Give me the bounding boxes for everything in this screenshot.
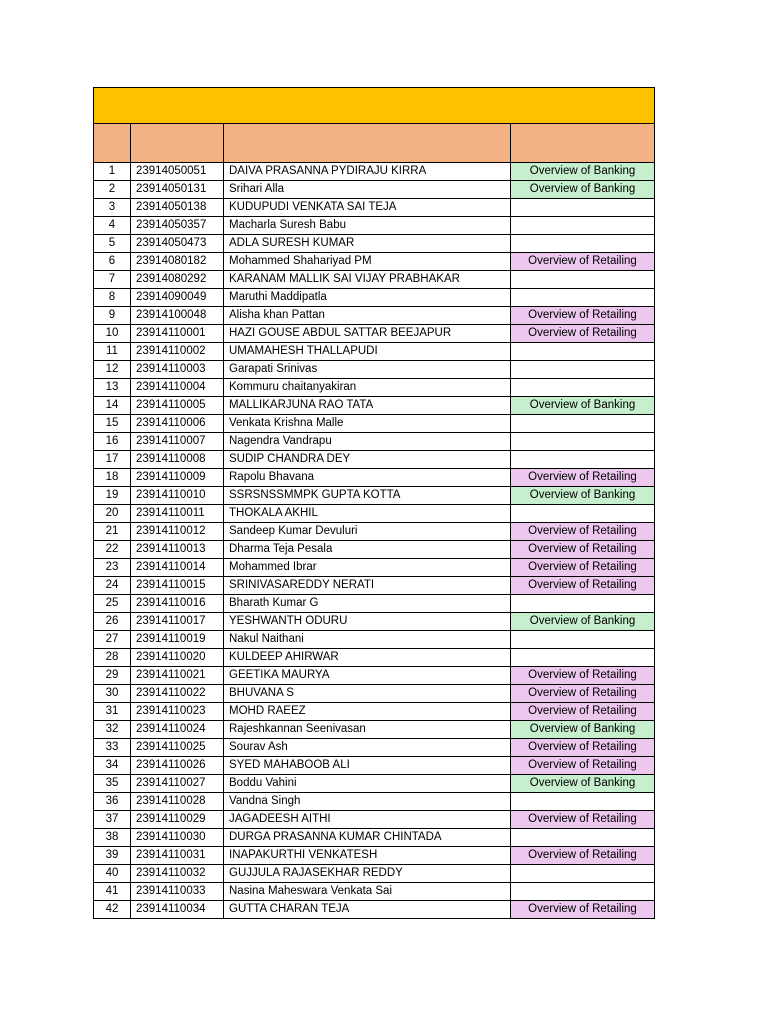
table-row bbox=[94, 361, 655, 379]
table-row bbox=[94, 343, 655, 361]
table-row bbox=[94, 739, 655, 757]
student-name-cell: DURGA PRASANNA KUMAR CHINTADA bbox=[224, 829, 511, 847]
table-row bbox=[94, 541, 655, 559]
student-name-cell: DAIVA PRASANNA PYDIRAJU KIRRA bbox=[224, 163, 511, 181]
serial-number-cell: 31 bbox=[94, 703, 131, 721]
roll-number-cell: 23914110023 bbox=[131, 703, 224, 721]
table-row bbox=[94, 253, 655, 271]
course-cell bbox=[511, 451, 655, 469]
student-name-cell: Garapati Srinivas bbox=[224, 361, 511, 379]
course-cell: Overview of Retailing bbox=[511, 253, 655, 271]
serial-number-cell: 29 bbox=[94, 667, 131, 685]
serial-number-cell: 30 bbox=[94, 685, 131, 703]
student-name-cell: KULDEEP AHIRWAR bbox=[224, 649, 511, 667]
student-name-cell: THOKALA AKHIL bbox=[224, 505, 511, 523]
roll-number-cell: 23914110017 bbox=[131, 613, 224, 631]
course-cell bbox=[511, 829, 655, 847]
roll-number-cell: 23914080182 bbox=[131, 253, 224, 271]
serial-number-cell: 7 bbox=[94, 271, 131, 289]
student-name-cell: JAGADEESH AITHI bbox=[224, 811, 511, 829]
roll-number-cell: 23914110024 bbox=[131, 721, 224, 739]
serial-number-cell: 39 bbox=[94, 847, 131, 865]
table-row bbox=[94, 523, 655, 541]
course-cell: Overview of Banking bbox=[511, 181, 655, 199]
roll-number-cell: 23914110014 bbox=[131, 559, 224, 577]
course-cell bbox=[511, 361, 655, 379]
student-name-cell: Nasina Maheswara Venkata Sai bbox=[224, 883, 511, 901]
course-cell: Overview of Retailing bbox=[511, 325, 655, 343]
course-cell: Overview of Retailing bbox=[511, 559, 655, 577]
serial-number-cell: 25 bbox=[94, 595, 131, 613]
table-row bbox=[94, 829, 655, 847]
table-row bbox=[94, 271, 655, 289]
table-row bbox=[94, 325, 655, 343]
table-row bbox=[94, 397, 655, 415]
roll-number-cell: 23914110034 bbox=[131, 901, 224, 919]
title-row bbox=[94, 88, 655, 124]
serial-number-cell: 23 bbox=[94, 559, 131, 577]
roll-number-cell: 23914110006 bbox=[131, 415, 224, 433]
table-row bbox=[94, 847, 655, 865]
table-row bbox=[94, 451, 655, 469]
serial-number-cell: 42 bbox=[94, 901, 131, 919]
student-name-cell: BHUVANA S bbox=[224, 685, 511, 703]
roll-number-cell: 23914100048 bbox=[131, 307, 224, 325]
student-name-cell: GEETIKA MAURYA bbox=[224, 667, 511, 685]
serial-number-cell: 11 bbox=[94, 343, 131, 361]
student-name-cell: Rapolu Bhavana bbox=[224, 469, 511, 487]
table-row bbox=[94, 631, 655, 649]
student-name-cell: Sandeep Kumar Devuluri bbox=[224, 523, 511, 541]
course-cell: Overview of Retailing bbox=[511, 703, 655, 721]
course-cell: Overview of Retailing bbox=[511, 667, 655, 685]
course-cell bbox=[511, 217, 655, 235]
serial-number-cell: 18 bbox=[94, 469, 131, 487]
student-course-table bbox=[93, 87, 655, 919]
serial-number-cell: 40 bbox=[94, 865, 131, 883]
serial-number-cell: 41 bbox=[94, 883, 131, 901]
student-name-cell: MALLIKARJUNA RAO TATA bbox=[224, 397, 511, 415]
roll-number-cell: 23914090049 bbox=[131, 289, 224, 307]
course-cell bbox=[511, 289, 655, 307]
course-cell: Overview of Retailing bbox=[511, 577, 655, 595]
course-cell: Overview of Banking bbox=[511, 721, 655, 739]
course-cell bbox=[511, 343, 655, 361]
roll-number-cell: 23914110005 bbox=[131, 397, 224, 415]
roll-number-cell: 23914110009 bbox=[131, 469, 224, 487]
roll-number-cell: 23914050051 bbox=[131, 163, 224, 181]
serial-number-cell: 8 bbox=[94, 289, 131, 307]
table-row bbox=[94, 505, 655, 523]
table-row bbox=[94, 379, 655, 397]
table-row bbox=[94, 577, 655, 595]
student-name-cell: Nagendra Vandrapu bbox=[224, 433, 511, 451]
table-row bbox=[94, 559, 655, 577]
header-student-name bbox=[224, 124, 511, 163]
roll-number-cell: 23914050357 bbox=[131, 217, 224, 235]
course-cell bbox=[511, 379, 655, 397]
course-cell bbox=[511, 199, 655, 217]
student-name-cell: Mohammed Shahariyad PM bbox=[224, 253, 511, 271]
serial-number-cell: 36 bbox=[94, 793, 131, 811]
serial-number-cell: 15 bbox=[94, 415, 131, 433]
course-cell bbox=[511, 883, 655, 901]
roll-number-cell: 23914110026 bbox=[131, 757, 224, 775]
roll-number-cell: 23914110016 bbox=[131, 595, 224, 613]
header-sno bbox=[94, 124, 131, 163]
roll-number-cell: 23914110008 bbox=[131, 451, 224, 469]
roll-number-cell: 23914110025 bbox=[131, 739, 224, 757]
course-cell: Overview of Retailing bbox=[511, 757, 655, 775]
student-name-cell: Vandna Singh bbox=[224, 793, 511, 811]
table-row bbox=[94, 217, 655, 235]
course-cell: Overview of Retailing bbox=[511, 901, 655, 919]
table-row bbox=[94, 685, 655, 703]
roll-number-cell: 23914110007 bbox=[131, 433, 224, 451]
course-cell bbox=[511, 415, 655, 433]
table-row bbox=[94, 199, 655, 217]
student-name-cell: KUDUPUDI VENKATA SAI TEJA bbox=[224, 199, 511, 217]
table-row bbox=[94, 793, 655, 811]
serial-number-cell: 16 bbox=[94, 433, 131, 451]
table-row bbox=[94, 649, 655, 667]
roll-number-cell: 23914110004 bbox=[131, 379, 224, 397]
roll-number-cell: 23914050138 bbox=[131, 199, 224, 217]
student-name-cell: KARANAM MALLIK SAI VIJAY PRABHAKAR bbox=[224, 271, 511, 289]
roll-number-cell: 23914110015 bbox=[131, 577, 224, 595]
course-cell: Overview of Banking bbox=[511, 163, 655, 181]
table-row bbox=[94, 433, 655, 451]
roll-number-cell: 23914110021 bbox=[131, 667, 224, 685]
table-row bbox=[94, 721, 655, 739]
course-cell bbox=[511, 631, 655, 649]
roll-number-cell: 23914110028 bbox=[131, 793, 224, 811]
table-row bbox=[94, 865, 655, 883]
table-row bbox=[94, 487, 655, 505]
table-row bbox=[94, 883, 655, 901]
serial-number-cell: 3 bbox=[94, 199, 131, 217]
serial-number-cell: 9 bbox=[94, 307, 131, 325]
course-cell bbox=[511, 595, 655, 613]
roll-number-cell: 23914110020 bbox=[131, 649, 224, 667]
table-row bbox=[94, 775, 655, 793]
table-row bbox=[94, 667, 655, 685]
course-cell bbox=[511, 865, 655, 883]
serial-number-cell: 13 bbox=[94, 379, 131, 397]
roll-number-cell: 23914050131 bbox=[131, 181, 224, 199]
serial-number-cell: 21 bbox=[94, 523, 131, 541]
course-cell: Overview of Banking bbox=[511, 397, 655, 415]
serial-number-cell: 10 bbox=[94, 325, 131, 343]
serial-number-cell: 5 bbox=[94, 235, 131, 253]
student-name-cell: Maruthi Maddipatla bbox=[224, 289, 511, 307]
serial-number-cell: 6 bbox=[94, 253, 131, 271]
course-cell bbox=[511, 271, 655, 289]
student-name-cell: GUJJULA RAJASEKHAR REDDY bbox=[224, 865, 511, 883]
serial-number-cell: 32 bbox=[94, 721, 131, 739]
student-name-cell: Bharath Kumar G bbox=[224, 595, 511, 613]
student-name-cell: Srihari Alla bbox=[224, 181, 511, 199]
serial-number-cell: 14 bbox=[94, 397, 131, 415]
roll-number-cell: 23914110012 bbox=[131, 523, 224, 541]
course-cell bbox=[511, 793, 655, 811]
header-row bbox=[94, 124, 655, 163]
table-row bbox=[94, 181, 655, 199]
student-name-cell: SSRSNSSMMPK GUPTA KOTTA bbox=[224, 487, 511, 505]
serial-number-cell: 26 bbox=[94, 613, 131, 631]
course-cell: Overview of Banking bbox=[511, 487, 655, 505]
course-cell: Overview of Banking bbox=[511, 775, 655, 793]
roll-number-cell: 23914110010 bbox=[131, 487, 224, 505]
roll-number-cell: 23914050473 bbox=[131, 235, 224, 253]
serial-number-cell: 34 bbox=[94, 757, 131, 775]
course-cell: Overview of Retailing bbox=[511, 685, 655, 703]
student-name-cell: SUDIP CHANDRA DEY bbox=[224, 451, 511, 469]
roll-number-cell: 23914110001 bbox=[131, 325, 224, 343]
serial-number-cell: 24 bbox=[94, 577, 131, 595]
course-cell: Overview of Retailing bbox=[511, 811, 655, 829]
student-name-cell: MOHD RAEEZ bbox=[224, 703, 511, 721]
serial-number-cell: 38 bbox=[94, 829, 131, 847]
table-row bbox=[94, 289, 655, 307]
course-cell: Overview of Retailing bbox=[511, 307, 655, 325]
course-cell bbox=[511, 505, 655, 523]
roll-number-cell: 23914110003 bbox=[131, 361, 224, 379]
table-row bbox=[94, 703, 655, 721]
student-name-cell: INAPAKURTHI VENKATESH bbox=[224, 847, 511, 865]
course-cell: Overview of Retailing bbox=[511, 541, 655, 559]
roll-number-cell: 23914110030 bbox=[131, 829, 224, 847]
student-name-cell: Rajeshkannan Seenivasan bbox=[224, 721, 511, 739]
student-name-cell: UMAMAHESH THALLAPUDI bbox=[224, 343, 511, 361]
student-name-cell: Dharma Teja Pesala bbox=[224, 541, 511, 559]
roll-number-cell: 23914110027 bbox=[131, 775, 224, 793]
student-name-cell: HAZI GOUSE ABDUL SATTAR BEEJAPUR bbox=[224, 325, 511, 343]
student-name-cell: SYED MAHABOOB ALI bbox=[224, 757, 511, 775]
header-roll-number bbox=[131, 124, 224, 163]
table-row bbox=[94, 307, 655, 325]
serial-number-cell: 20 bbox=[94, 505, 131, 523]
student-name-cell: Kommuru chaitanyakiran bbox=[224, 379, 511, 397]
roll-number-cell: 23914110011 bbox=[131, 505, 224, 523]
student-name-cell: Mohammed Ibrar bbox=[224, 559, 511, 577]
course-cell: Overview of Banking bbox=[511, 613, 655, 631]
serial-number-cell: 4 bbox=[94, 217, 131, 235]
table-row bbox=[94, 757, 655, 775]
roll-number-cell: 23914110002 bbox=[131, 343, 224, 361]
student-name-cell: Nakul Naithani bbox=[224, 631, 511, 649]
course-cell: Overview of Retailing bbox=[511, 523, 655, 541]
course-cell bbox=[511, 649, 655, 667]
serial-number-cell: 37 bbox=[94, 811, 131, 829]
student-name-cell: Venkata Krishna Malle bbox=[224, 415, 511, 433]
header-course bbox=[511, 124, 655, 163]
roll-number-cell: 23914110029 bbox=[131, 811, 224, 829]
table-row bbox=[94, 469, 655, 487]
table-row bbox=[94, 811, 655, 829]
table-row bbox=[94, 901, 655, 919]
course-cell: Overview of Retailing bbox=[511, 847, 655, 865]
course-cell: Overview of Retailing bbox=[511, 469, 655, 487]
serial-number-cell: 33 bbox=[94, 739, 131, 757]
table-row bbox=[94, 415, 655, 433]
serial-number-cell: 1 bbox=[94, 163, 131, 181]
serial-number-cell: 19 bbox=[94, 487, 131, 505]
student-name-cell: YESHWANTH ODURU bbox=[224, 613, 511, 631]
student-name-cell: ADLA SURESH KUMAR bbox=[224, 235, 511, 253]
serial-number-cell: 17 bbox=[94, 451, 131, 469]
serial-number-cell: 35 bbox=[94, 775, 131, 793]
table-title bbox=[94, 88, 655, 124]
table-row bbox=[94, 595, 655, 613]
student-name-cell: Alisha khan Pattan bbox=[224, 307, 511, 325]
student-name-cell: Sourav Ash bbox=[224, 739, 511, 757]
serial-number-cell: 27 bbox=[94, 631, 131, 649]
roll-number-cell: 23914110032 bbox=[131, 865, 224, 883]
roll-number-cell: 23914110031 bbox=[131, 847, 224, 865]
student-name-cell: GUTTA CHARAN TEJA bbox=[224, 901, 511, 919]
serial-number-cell: 28 bbox=[94, 649, 131, 667]
student-name-cell: SRINIVASAREDDY NERATI bbox=[224, 577, 511, 595]
student-name-cell: Boddu Vahini bbox=[224, 775, 511, 793]
course-cell: Overview of Retailing bbox=[511, 739, 655, 757]
roll-number-cell: 23914110022 bbox=[131, 685, 224, 703]
roll-number-cell: 23914110013 bbox=[131, 541, 224, 559]
table-row bbox=[94, 613, 655, 631]
roll-number-cell: 23914110019 bbox=[131, 631, 224, 649]
table-row bbox=[94, 235, 655, 253]
table-row bbox=[94, 163, 655, 181]
roll-number-cell: 23914110033 bbox=[131, 883, 224, 901]
student-name-cell: Macharla Suresh Babu bbox=[224, 217, 511, 235]
roll-number-cell: 23914080292 bbox=[131, 271, 224, 289]
serial-number-cell: 22 bbox=[94, 541, 131, 559]
serial-number-cell: 12 bbox=[94, 361, 131, 379]
course-cell bbox=[511, 433, 655, 451]
course-cell bbox=[511, 235, 655, 253]
serial-number-cell: 2 bbox=[94, 181, 131, 199]
